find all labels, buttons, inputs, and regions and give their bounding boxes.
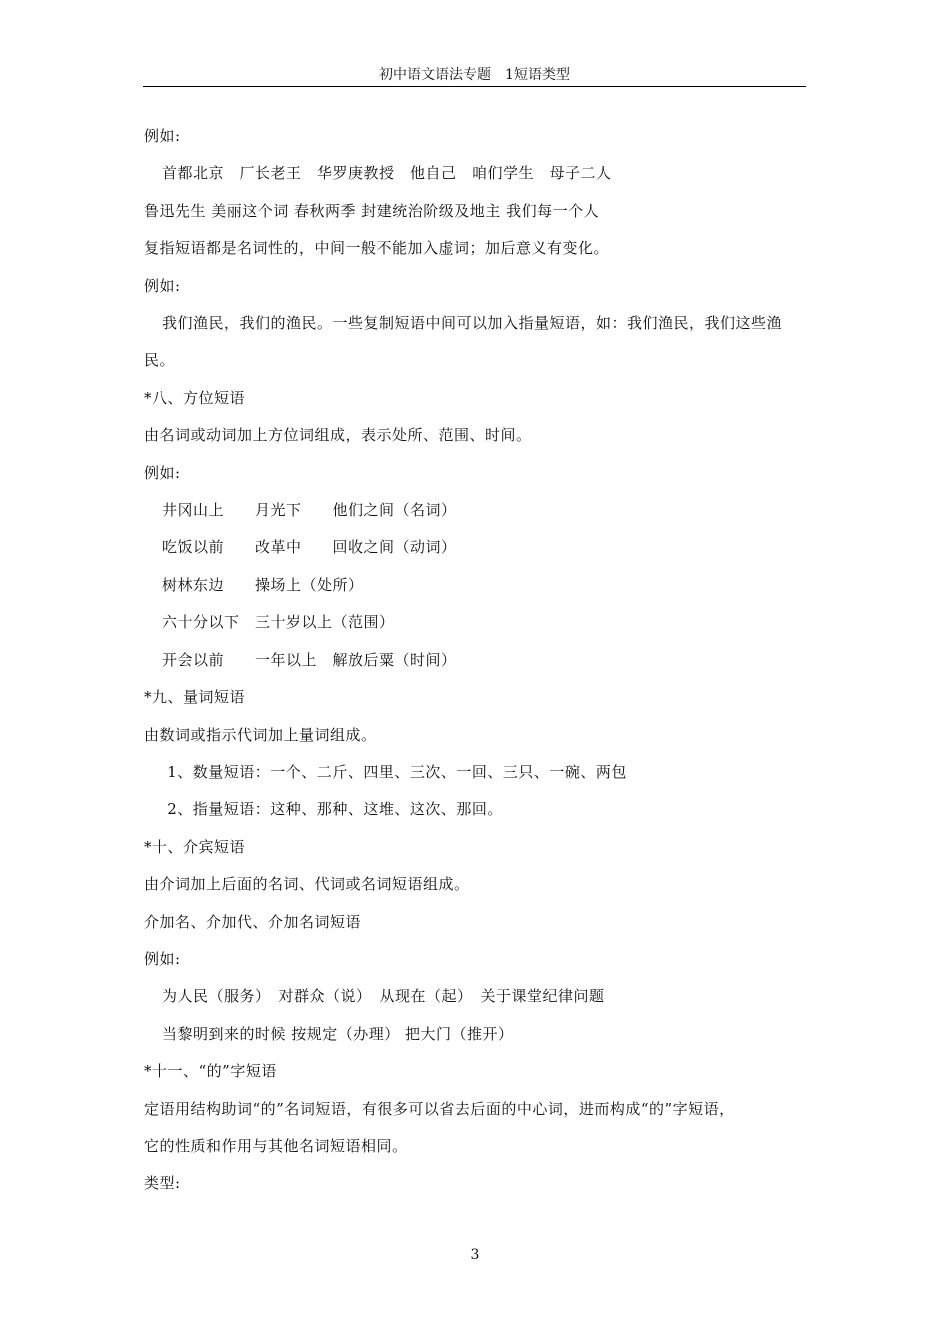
header-title: 初中语文语法专题 1短语类型 bbox=[379, 67, 570, 83]
section-9-definition: 由数词或指示代词加上量词组成。 bbox=[144, 725, 377, 744]
locative-example-4: 六十分以下 三十岁以上（范围） bbox=[162, 613, 395, 632]
example-appositive-line-2: 鲁迅先生 美丽这个词 春秋两季 封建统治阶级及地主 我们每一个人 bbox=[144, 201, 600, 220]
label-example-2: 例如: bbox=[144, 276, 181, 295]
locative-example-1: 井冈山上 月光下 他们之间（名词） bbox=[162, 501, 457, 520]
quantifier-item-1: 1、数量短语：一个、二斤、四里、三次、一回、三只、一碗、两包 bbox=[162, 762, 627, 781]
section-10-types: 介加名、介加代、介加名词短语 bbox=[144, 912, 362, 931]
section-11-definition-line-1: 定语用结构助词“的”名词短语，有很多可以省去后面的中心词，进而构成“的”字短语， bbox=[144, 1099, 735, 1118]
section-8-definition: 由名词或动词加上方位词组成，表示处所、范围、时间。 bbox=[144, 426, 532, 445]
example-fishermen-line-2: 民。 bbox=[144, 351, 176, 370]
section-11-definition-line-2: 它的性质和作用与其他名词短语相同。 bbox=[144, 1136, 408, 1155]
section-heading-8: *八、方位短语 bbox=[144, 388, 246, 407]
example-appositive-line-1: 首都北京 厂长老王 华罗庚教授 他自己 咱们学生 母子二人 bbox=[162, 164, 612, 183]
example-fishermen-line-1: 我们渔民，我们的渔民。一些复制短语中间可以加入指量短语，如：我们渔民，我们这些渔 bbox=[162, 314, 783, 333]
section-heading-10: *十、介宾短语 bbox=[144, 837, 246, 856]
section-10-definition: 由介词加上后面的名词、代词或名词短语组成。 bbox=[144, 875, 470, 894]
label-example-1: 例如: bbox=[144, 127, 181, 145]
label-example-4: 例如: bbox=[144, 949, 181, 968]
locative-example-3: 树林东边 操场上（处所） bbox=[162, 575, 364, 594]
quantifier-item-2: 2、指量短语：这种、那种、这堆、这次、那回。 bbox=[162, 800, 503, 819]
prepositional-example-1: 为人民（服务） 对群众（说） 从现在（起） 关于课堂纪律问题 bbox=[162, 987, 605, 1006]
page-header bbox=[143, 64, 806, 87]
appositive-note: 复指短语都是名词性的，中间一般不能加入虚词；加后意义有变化。 bbox=[144, 239, 610, 258]
locative-example-5: 开会以前 一年以上 解放后粟（时间） bbox=[162, 650, 457, 669]
locative-example-2: 吃饭以前 改革中 回收之间（动词） bbox=[162, 538, 457, 557]
section-heading-11: *十一、“的”字短语 bbox=[144, 1062, 277, 1081]
label-types: 类型: bbox=[144, 1174, 181, 1193]
section-heading-9: *九、量词短语 bbox=[144, 688, 246, 707]
label-example-3: 例如: bbox=[144, 463, 181, 482]
page-number: 3 bbox=[470, 1247, 480, 1263]
document-body bbox=[144, 118, 806, 1203]
prepositional-example-2: 当黎明到来的时候 按规定（办理） 把大门（推开） bbox=[162, 1024, 514, 1043]
